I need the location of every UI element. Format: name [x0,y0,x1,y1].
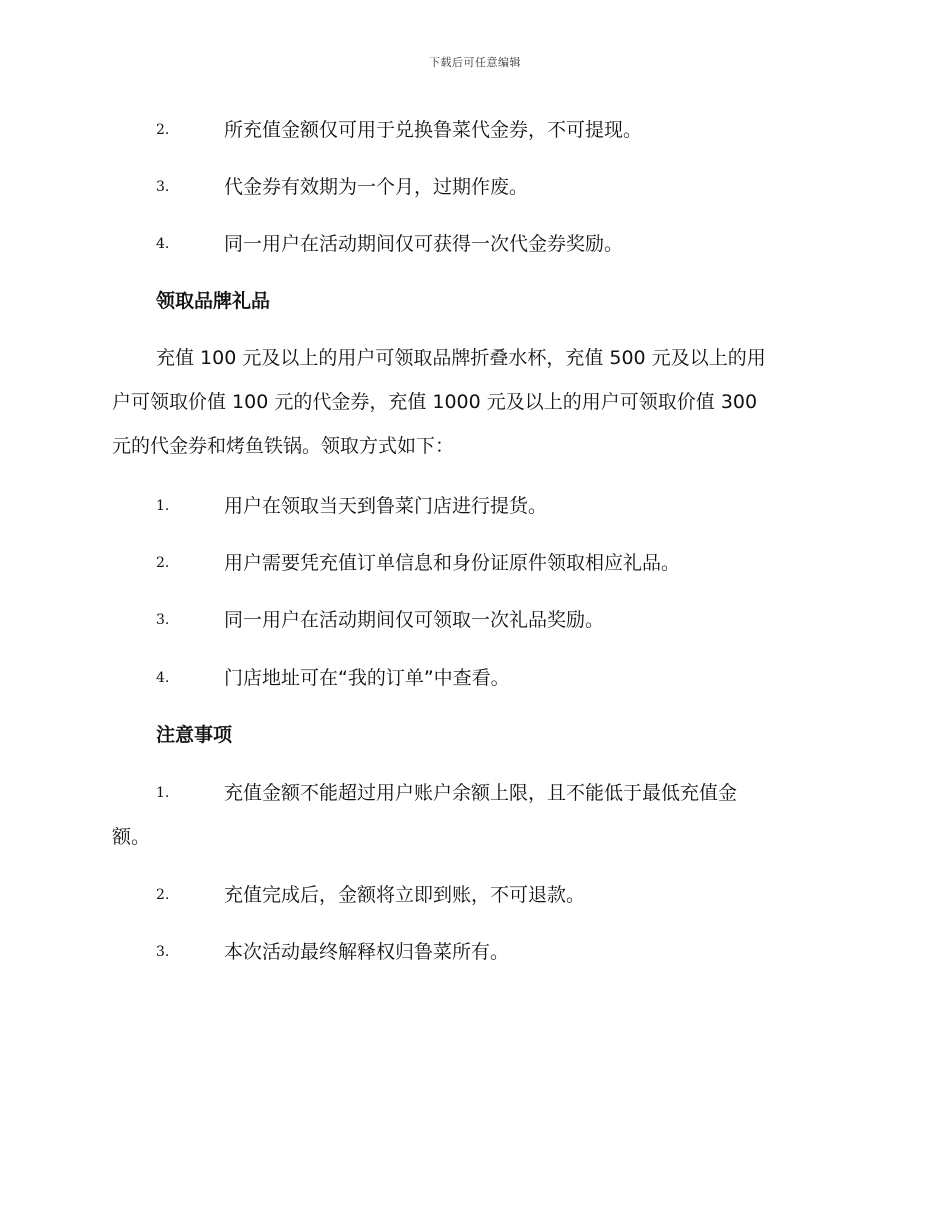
list-number: 4. [156,670,170,686]
section-heading-gift: 领取品牌礼品 [156,290,271,312]
list-text-continuation: 额。 [112,826,151,848]
paragraph-line: 户可领取价值 100 元的代金券，充值 1000 元及以上的用户可领取价值 300 [112,391,758,413]
list-text: 本次活动最终解释权归鲁菜所有。 [224,941,510,963]
list-item [0,230,950,260]
list-text: 同一用户在活动期间仅可获得一次代金券奖励。 [224,233,624,255]
list-number: 3. [156,612,170,628]
section-heading-notes: 注意事项 [156,724,233,746]
list-item [0,881,950,911]
list-number: 2. [156,887,170,903]
list-number: 1. [156,498,170,514]
list-item [0,173,950,203]
gift-paragraph [112,336,842,468]
list-text: 所充值金额仅可用于兑换鲁菜代金券，不可提现。 [224,119,643,141]
list-number: 2. [156,122,170,138]
list-item [0,116,950,146]
list-number: 1. [156,785,170,801]
list-text: 充值金额不能超过用户账户余额上限，且不能低于最低充值金 [224,782,738,804]
list-item [0,606,950,636]
paragraph-line: 元的代金券和烤鱼铁锅。领取方式如下： [112,435,455,457]
list-text: 充值完成后，金额将立即到账，不可退款。 [224,884,586,906]
list-text: 代金券有效期为一个月，过期作废。 [224,176,529,198]
paragraph-line: 充值 100 元及以上的用户可领取品牌折叠水杯，充值 500 元及以上的用 [156,347,766,369]
list-item [0,664,950,694]
list-item [0,549,950,579]
list-item [0,779,950,859]
list-text: 门店地址可在“我的订单”中查看。 [224,667,510,689]
list-item [0,492,950,522]
list-text: 同一用户在活动期间仅可领取一次礼品奖励。 [224,609,605,631]
list-text: 用户在领取当天到鲁菜门店进行提货。 [224,495,548,517]
list-text: 用户需要凭充值订单信息和身份证原件领取相应礼品。 [224,552,681,574]
list-number: 3. [156,944,170,960]
list-number: 4. [156,236,170,252]
page-header: 下载后可任意编辑 [429,56,521,69]
list-number: 2. [156,555,170,571]
list-item [0,938,950,968]
list-number: 3. [156,179,170,195]
